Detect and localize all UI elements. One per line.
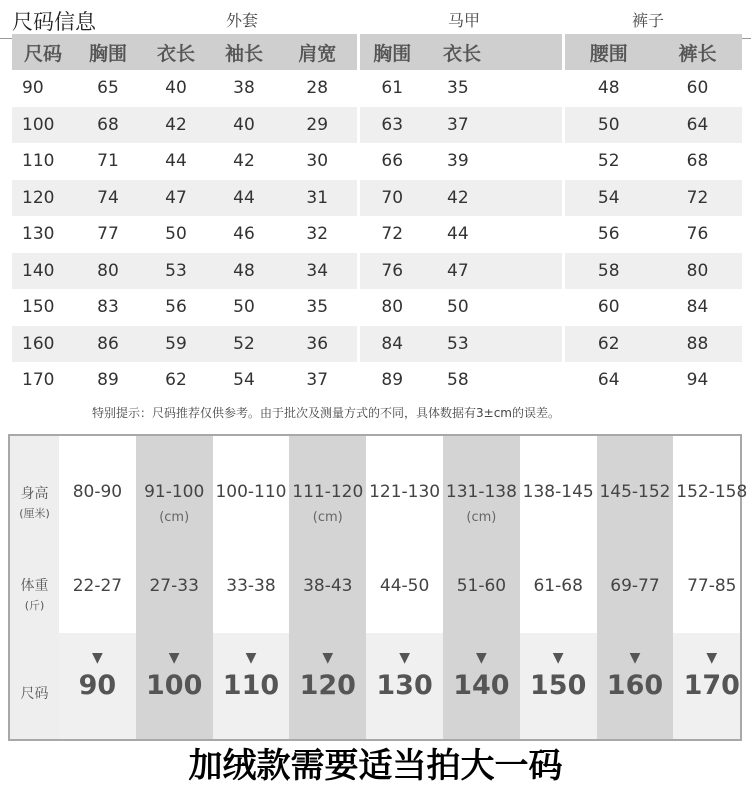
table-cell: 48 xyxy=(210,253,278,290)
table-row xyxy=(12,326,742,363)
table-cell: 44 xyxy=(425,216,563,253)
table-cell-size: 160 xyxy=(12,326,74,363)
height-weight-guide xyxy=(8,434,748,741)
table-cell: 48 xyxy=(563,70,653,107)
guide-weight-value: 51-60 xyxy=(456,576,507,596)
header-pants-waist: 腰围 xyxy=(563,34,653,70)
guide-height-value: 145-152 xyxy=(599,482,671,502)
table-row xyxy=(12,143,742,180)
table-cell: 42 xyxy=(210,143,278,180)
height-unit-label: (厘米) xyxy=(19,507,50,520)
guide-column xyxy=(136,436,213,739)
table-cell: 77 xyxy=(74,216,142,253)
table-cell: 53 xyxy=(142,253,210,290)
table-cell: 42 xyxy=(425,180,563,217)
guide-height-value: 131-138 xyxy=(445,482,517,502)
guide-size-value: 150 xyxy=(530,670,587,701)
guide-height-unit: (cm) xyxy=(466,510,497,525)
table-cell: 89 xyxy=(358,362,425,399)
guide-size-value: 170 xyxy=(683,670,740,701)
header-jacket-length: 衣长 xyxy=(142,34,210,70)
table-cell: 54 xyxy=(210,362,278,399)
table-row xyxy=(12,362,742,399)
table-cell: 46 xyxy=(210,216,278,253)
header-vest-length: 衣长 xyxy=(425,34,563,70)
table-cell: 84 xyxy=(653,289,742,326)
table-cell: 53 xyxy=(425,326,563,363)
down-arrow-icon: ▼ xyxy=(706,650,718,666)
weight-unit-label: (斤) xyxy=(24,599,45,612)
table-cell: 64 xyxy=(653,107,742,144)
header-jacket-chest: 胸围 xyxy=(74,34,142,70)
guide-column xyxy=(213,436,290,739)
table-cell: 72 xyxy=(358,216,425,253)
guide-weight-value: 22-27 xyxy=(72,576,123,596)
down-arrow-icon: ▼ xyxy=(92,650,103,666)
guide-size-value: 160 xyxy=(606,670,664,701)
guide-column xyxy=(673,436,750,739)
guide-column xyxy=(289,436,366,739)
table-cell: 35 xyxy=(278,289,358,326)
table-cell: 47 xyxy=(142,180,210,217)
down-arrow-icon: ▼ xyxy=(245,650,257,666)
guide-column xyxy=(597,436,674,739)
table-cell: 50 xyxy=(142,216,210,253)
table-cell: 38 xyxy=(210,70,278,107)
table-cell: 62 xyxy=(142,362,210,399)
table-cell: 83 xyxy=(74,289,142,326)
guide-height-value: 121-130 xyxy=(369,482,441,502)
page-title: 尺码信息 xyxy=(12,10,96,34)
table-cell: 60 xyxy=(563,289,653,326)
table-cell: 62 xyxy=(563,326,653,363)
table-cell: 44 xyxy=(142,143,210,180)
table-cell: 52 xyxy=(210,326,278,363)
table-cell: 71 xyxy=(74,143,142,180)
table-row xyxy=(12,70,742,107)
table-cell: 50 xyxy=(425,289,563,326)
guide-height-value: 91-100 xyxy=(144,482,205,502)
height-label-text: 身高 xyxy=(20,486,49,502)
guide-height-value: 138-145 xyxy=(522,482,594,502)
table-row xyxy=(12,216,742,253)
table-cell: 80 xyxy=(358,289,425,326)
table-cell: 29 xyxy=(278,107,358,144)
table-cell: 89 xyxy=(74,362,142,399)
table-cell: 66 xyxy=(358,143,425,180)
group-label-jacket: 外套 xyxy=(226,11,259,30)
guide-height-unit: (cm) xyxy=(159,510,190,525)
table-cell: 70 xyxy=(358,180,425,217)
guide-height-unit: (cm) xyxy=(312,510,343,525)
table-cell: 72 xyxy=(653,180,742,217)
table-cell: 44 xyxy=(210,180,278,217)
table-cell: 34 xyxy=(278,253,358,290)
table-cell: 54 xyxy=(563,180,653,217)
table-cell: 86 xyxy=(74,326,142,363)
table-cell: 31 xyxy=(278,180,358,217)
table-cell-size: 150 xyxy=(12,289,74,326)
guide-column xyxy=(443,436,520,739)
down-arrow-icon: ▼ xyxy=(168,650,180,666)
table-row xyxy=(12,107,742,144)
guide-height-value: 100-110 xyxy=(215,482,287,502)
table-cell: 88 xyxy=(653,326,742,363)
table-cell: 28 xyxy=(278,70,358,107)
guide-height-value: 152-158 xyxy=(676,482,748,502)
table-cell: 80 xyxy=(653,253,742,290)
table-cell: 32 xyxy=(278,216,358,253)
guide-weight-value: 61-68 xyxy=(533,576,583,596)
down-arrow-icon: ▼ xyxy=(322,650,334,666)
guide-size-value: 90 xyxy=(78,670,117,701)
table-cell: 30 xyxy=(278,143,358,180)
table-row xyxy=(12,180,742,217)
table-cell: 47 xyxy=(425,253,563,290)
guide-size-value: 140 xyxy=(453,670,510,701)
guide-weight-value: 77-85 xyxy=(687,576,737,596)
table-cell: 35 xyxy=(425,70,563,107)
table-cell: 68 xyxy=(653,143,742,180)
guide-size-value: 110 xyxy=(222,670,280,701)
table-cell: 42 xyxy=(142,107,210,144)
table-cell: 36 xyxy=(278,326,358,363)
header-pants-length: 裤长 xyxy=(653,34,742,70)
table-cell: 63 xyxy=(358,107,425,144)
guide-size-value: 100 xyxy=(146,670,203,701)
guide-column xyxy=(59,436,136,739)
header-jacket-sleeve: 袖长 xyxy=(210,34,278,70)
table-cell: 50 xyxy=(563,107,653,144)
guide-column xyxy=(366,436,443,739)
header-size: 尺码 xyxy=(12,34,74,70)
table-cell-size: 100 xyxy=(12,107,74,144)
header-jacket-shoulder: 肩宽 xyxy=(278,34,358,70)
table-cell: 74 xyxy=(74,180,142,217)
guide-height-value: 80-90 xyxy=(72,482,123,502)
down-arrow-icon: ▼ xyxy=(629,650,641,666)
table-cell: 37 xyxy=(278,362,358,399)
table-cell-size: 120 xyxy=(12,180,74,217)
table-cell: 76 xyxy=(358,253,425,290)
guide-column xyxy=(520,436,597,739)
table-cell: 58 xyxy=(425,362,563,399)
table-cell-size: 170 xyxy=(12,362,74,399)
table-cell: 52 xyxy=(563,143,653,180)
size-table xyxy=(12,34,742,399)
guide-weight-value: 33-38 xyxy=(226,576,276,596)
table-cell: 61 xyxy=(358,70,425,107)
table-cell-size: 130 xyxy=(12,216,74,253)
size-note: 特别提示：尺码推荐仅供参考。由于批次及测量方式的不同，具体数据有3±cm的误差。 xyxy=(92,406,560,420)
down-arrow-icon: ▼ xyxy=(399,650,410,666)
table-cell: 60 xyxy=(653,70,742,107)
guide-weight-value: 38-43 xyxy=(303,576,353,596)
table-cell: 65 xyxy=(74,70,142,107)
size-label: 尺码 xyxy=(20,686,49,702)
table-header-row xyxy=(12,34,742,70)
table-cell: 80 xyxy=(74,253,142,290)
guide-weight-value: 27-33 xyxy=(149,576,199,596)
table-cell: 68 xyxy=(74,107,142,144)
down-arrow-icon: ▼ xyxy=(552,650,564,666)
footer-banner: 加绒款需要适当拍大一码 xyxy=(188,746,563,786)
table-cell-size: 140 xyxy=(12,253,74,290)
table-cell: 50 xyxy=(210,289,278,326)
weight-label-text: 体重 xyxy=(20,578,49,594)
table-cell-size: 110 xyxy=(12,143,74,180)
table-row xyxy=(12,289,742,326)
table-cell: 64 xyxy=(563,362,653,399)
guide-size-value: 130 xyxy=(376,670,433,701)
weight-label xyxy=(10,576,59,616)
guide-size-value: 120 xyxy=(299,670,356,701)
table-cell-size: 90 xyxy=(12,70,74,107)
table-row xyxy=(12,253,742,290)
group-label-vest: 马甲 xyxy=(448,11,481,30)
table-cell: 37 xyxy=(425,107,563,144)
guide-label-column xyxy=(10,436,59,739)
table-cell: 59 xyxy=(142,326,210,363)
height-label xyxy=(10,484,59,524)
table-cell: 84 xyxy=(358,326,425,363)
header-vest-chest: 胸围 xyxy=(358,34,425,70)
table-cell: 40 xyxy=(142,70,210,107)
table-cell: 40 xyxy=(210,107,278,144)
guide-weight-value: 44-50 xyxy=(379,576,430,596)
table-cell: 94 xyxy=(653,362,742,399)
table-cell: 58 xyxy=(563,253,653,290)
table-cell: 76 xyxy=(653,216,742,253)
guide-height-value: 111-120 xyxy=(292,482,364,502)
table-cell: 56 xyxy=(142,289,210,326)
guide-weight-value: 69-77 xyxy=(610,576,660,596)
table-cell: 56 xyxy=(563,216,653,253)
group-label-pants: 裤子 xyxy=(632,11,665,30)
down-arrow-icon: ▼ xyxy=(476,650,487,666)
table-cell: 39 xyxy=(425,143,563,180)
